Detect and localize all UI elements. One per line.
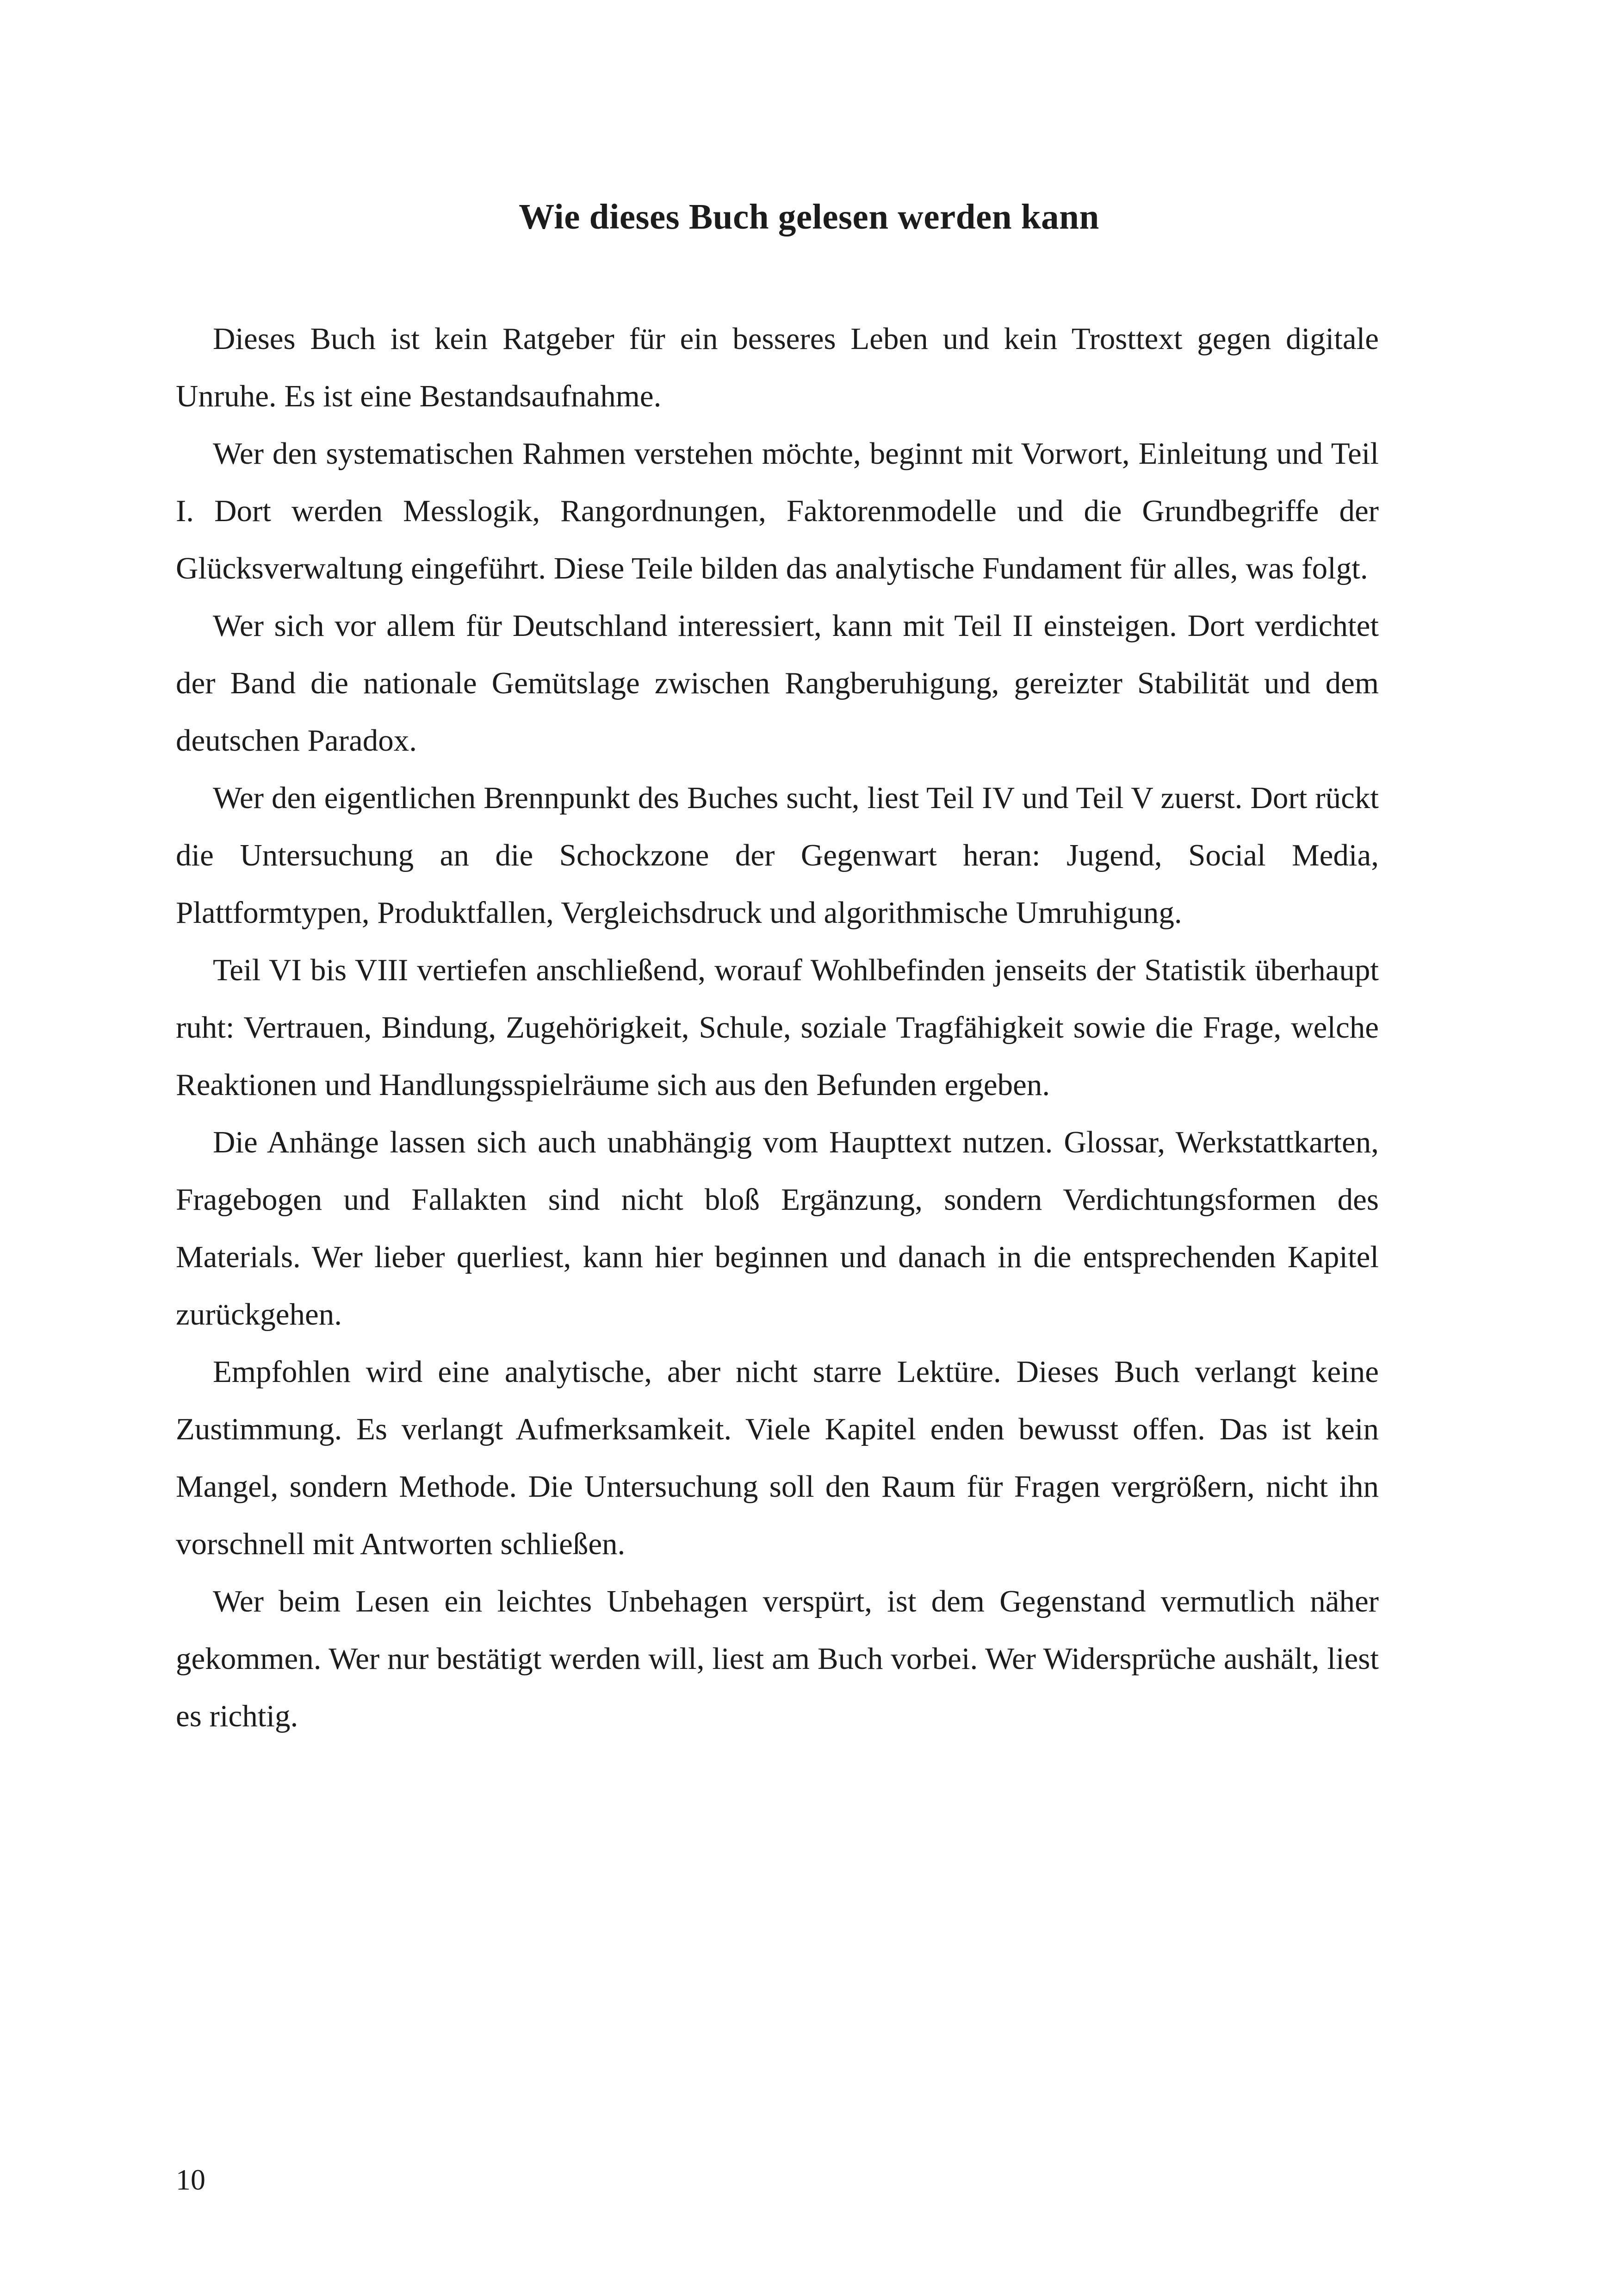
paragraph: Dieses Buch ist kein Ratgeber für ein besseres Leben und kein Trosttext gegen digitale Unruhe. Es ist eine Bestandsaufnahme.: [176, 322, 1379, 413]
paragraph: Die Anhänge lassen sich auch unabhängig vom Haupttext nutzen. Glossar, Werkstattkarten, Fragebogen und Fallakten sind nicht bloß Ergänzung, sondern Verdichtungsformen des Materials. Wer lieber querliest, kann hier beginnen und danach in die entsprechenden Kapitel zurückgehen.: [176, 1125, 1379, 1332]
paragraph: Wer sich vor allem für Deutschland interessiert, kann mit Teil II einsteigen. Dort verdichtet der Band die nationale Gemütslage zwischen Rangberuhigung, gereizter Stabilität und dem deutschen Paradox.: [176, 609, 1379, 758]
paragraph: Wer beim Lesen ein leichtes Unbehagen verspürt, ist dem Gegenstand vermutlich näher gekommen. Wer nur bestätigt werden will, liest am Buch vorbei. Wer Widersprüche aushält, liest es richtig.: [176, 1584, 1379, 1733]
paragraph: Teil VI bis VIII vertiefen anschließend, worauf Wohlbefinden jenseits der Statistik überhaupt ruht: Vertrauen, Bindung, Zugehörigkeit, Schule, soziale Tragfähigkeit sowie die Frage, welche Reaktionen und Handlungsspielräume sich aus den Befunden ergeben.: [176, 953, 1379, 1102]
paragraph: Wer den eigentlichen Brennpunkt des Buches sucht, liest Teil IV und Teil V zuerst. Dort rückt die Untersuchung an die Schockzone der Gegenwart heran: Jugend, Social Media, Plattformtypen, Produktfallen, Vergleichsdruck und algorithmische Umruhigung.: [176, 781, 1379, 930]
page-title: Wie dieses Buch gelesen werden kann: [519, 197, 1099, 236]
page-number: 10: [176, 2163, 205, 2196]
paragraph: Wer den systematischen Rahmen verstehen möchte, beginnt mit Vorwort, Einleitung und Teil I. Dort werden Messlogik, Rangordnungen, Faktorenmodelle und die Grundbegriffe der Glücksverwaltung eingeführt. Diese Teile bilden das analytische Fundament für alles, was folgt.: [176, 436, 1379, 585]
body-text: [176, 310, 1379, 1745]
paragraph: Empfohlen wird eine analytische, aber nicht starre Lektüre. Dieses Buch verlangt keine Zustimmung. Es verlangt Aufmerksamkeit. Viele Kapitel enden bewusst offen. Das ist kein Mangel, sondern Methode. Die Untersuchung soll den Raum für Fragen vergrößern, nicht ihn vorschnell mit Antworten schließen.: [176, 1355, 1379, 1561]
